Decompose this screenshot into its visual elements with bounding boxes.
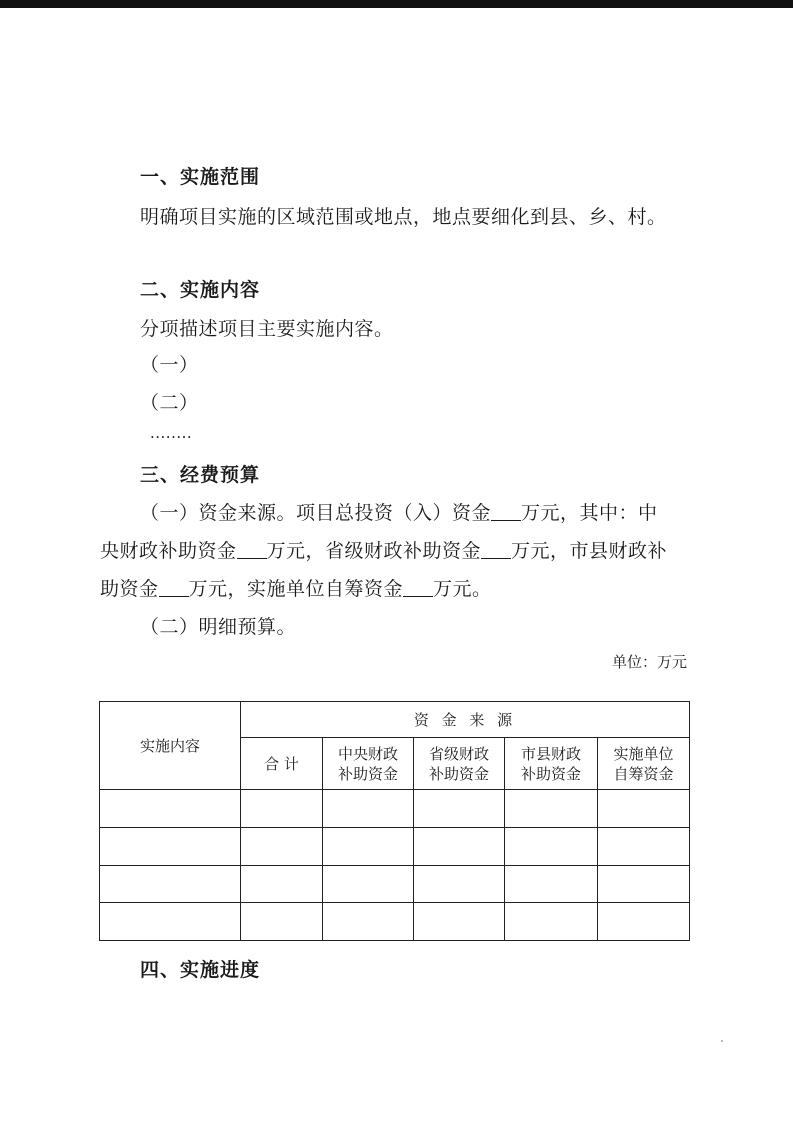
header-funding-source: 资 金 来 源 xyxy=(241,702,690,738)
table-cell xyxy=(505,790,598,828)
header-central xyxy=(323,738,414,790)
table-cell xyxy=(323,903,414,941)
header-self-text: 实施单位自筹资金 xyxy=(613,744,674,783)
section-heading-content: 二、实施内容 xyxy=(140,279,261,301)
header-self xyxy=(598,738,690,790)
table-row xyxy=(100,865,690,903)
table-cell xyxy=(100,827,241,865)
table-cell xyxy=(505,827,598,865)
funding-text: 万元。 xyxy=(433,578,492,600)
table-cell xyxy=(598,790,690,828)
table-cell xyxy=(414,790,505,828)
scope-body: 明确项目实施的区域范围或地点，地点要细化到县、乡、村。 xyxy=(140,206,667,228)
header-content: 实施内容 xyxy=(100,702,241,790)
unit-label: 单位：万元 xyxy=(611,653,687,671)
table-cell xyxy=(414,827,505,865)
header-provincial xyxy=(414,738,505,790)
table-cell xyxy=(100,790,241,828)
funding-line-3 xyxy=(100,574,492,601)
table-cell xyxy=(100,903,241,941)
blank-self xyxy=(403,578,433,597)
content-item-1: （一） xyxy=(140,354,199,376)
funding-text: 助资金 xyxy=(100,578,159,600)
table-cell xyxy=(241,903,323,941)
table-row xyxy=(100,903,690,941)
scan-top-border xyxy=(0,0,793,8)
header-provincial-text: 省级财政补助资金 xyxy=(428,744,489,783)
content-ellipsis: ........ xyxy=(150,424,193,442)
table-cell xyxy=(414,903,505,941)
funding-line-1 xyxy=(140,498,658,525)
table-cell xyxy=(241,790,323,828)
table-cell xyxy=(323,865,414,903)
funding-text: 万元，实施单位自筹资金 xyxy=(188,578,404,600)
table-cell xyxy=(598,865,690,903)
table-row xyxy=(100,790,690,828)
content-item-2: （二） xyxy=(140,392,199,414)
blank-central xyxy=(237,540,267,559)
section-heading-scope: 一、实施范围 xyxy=(140,166,261,188)
section-heading-schedule: 四、实施进度 xyxy=(140,959,261,981)
blank-provincial xyxy=(481,540,511,559)
content-body: 分项描述项目主要实施内容。 xyxy=(140,318,394,340)
detail-budget-heading: （二）明细预算。 xyxy=(140,616,297,638)
table-cell xyxy=(241,827,323,865)
header-city-county xyxy=(505,738,598,790)
funding-text: 万元，省级财政补助资金 xyxy=(266,540,482,562)
table-row xyxy=(100,827,690,865)
funding-text: 万元，市县财政补 xyxy=(511,540,668,562)
budget-table xyxy=(99,701,690,941)
table-cell xyxy=(598,903,690,941)
table-cell xyxy=(414,865,505,903)
table-cell xyxy=(241,865,323,903)
section-heading-budget: 三、经费预算 xyxy=(140,464,261,486)
header-central-text: 中央财政补助资金 xyxy=(337,744,398,783)
scan-speck xyxy=(721,1040,723,1042)
table-cell xyxy=(598,827,690,865)
table-cell xyxy=(323,827,414,865)
header-total: 合 计 xyxy=(241,738,323,790)
blank-total xyxy=(491,502,521,521)
table-cell xyxy=(505,903,598,941)
header-city-county-text: 市县财政补助资金 xyxy=(520,744,581,783)
funding-text: 万元，其中：中 xyxy=(521,502,658,524)
funding-text: （一）资金来源。项目总投资（入）资金 xyxy=(140,502,492,524)
funding-text: 央财政补助资金 xyxy=(100,540,237,562)
table-cell xyxy=(100,865,241,903)
table-cell xyxy=(505,865,598,903)
blank-city-county xyxy=(159,578,189,597)
table-cell xyxy=(323,790,414,828)
funding-line-2 xyxy=(100,536,667,563)
